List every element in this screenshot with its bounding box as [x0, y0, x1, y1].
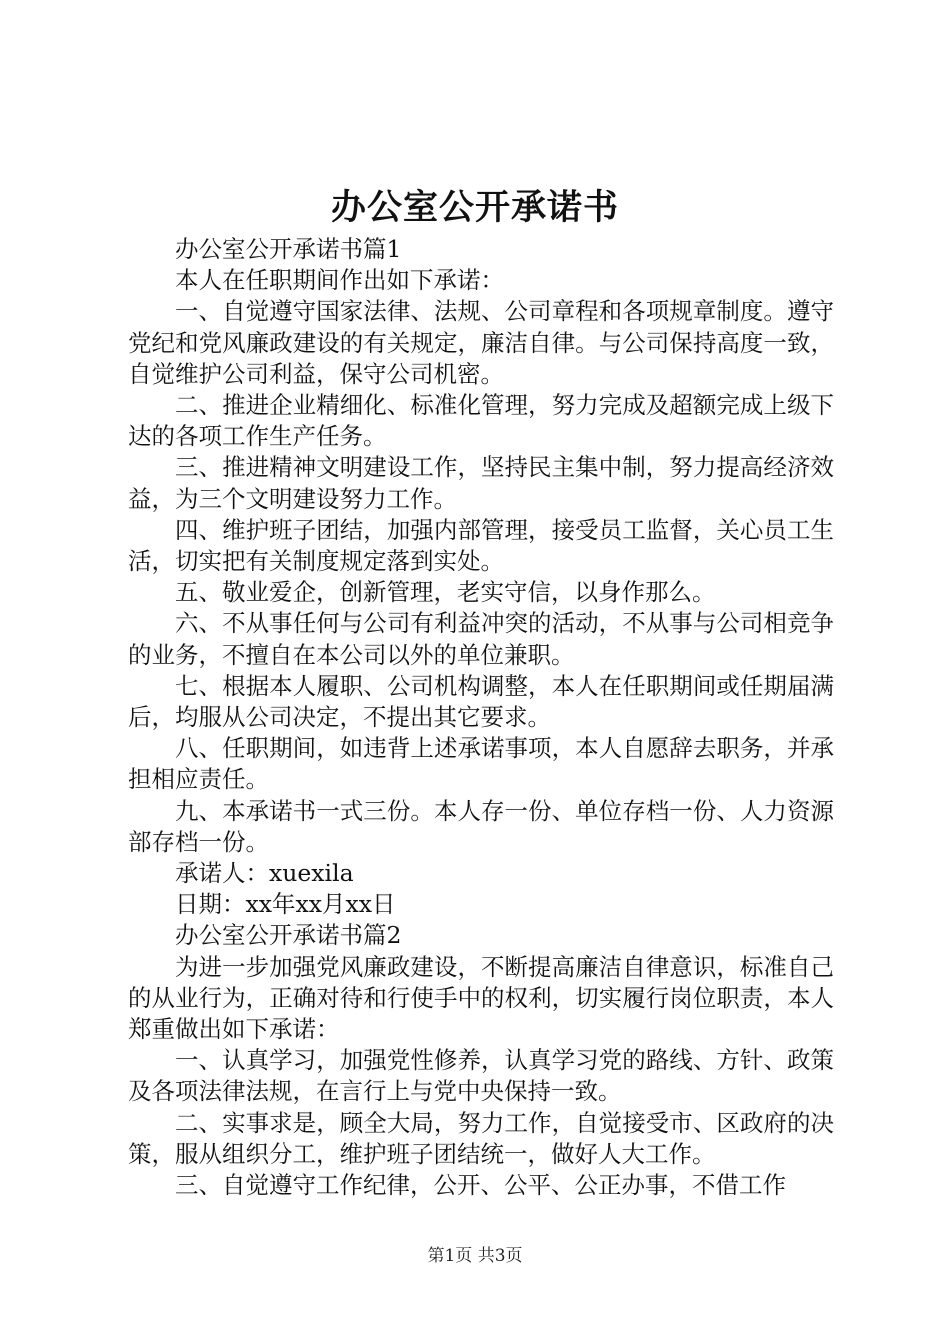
- page-footer: 第1页 共3页: [427, 1246, 523, 1266]
- paragraph: 三、推进精神文明建设工作，坚持民主集中制，努力提高经济效益，为三个文明建设努力工作。: [128, 453, 834, 513]
- date-line: 日期：xx年xx月xx日: [175, 890, 396, 919]
- paragraph: 七、根据本人履职、公司机构调整，本人在任职期间或任期届满后，均服从公司决定，不提出其它要求。: [128, 671, 834, 732]
- paragraph: 二、推进企业精细化、标准化管理，努力完成及超额完成上级下达的各项工作生产任务。: [128, 391, 834, 451]
- document-body: [128, 234, 834, 1201]
- paragraph: 一、认真学习，加强党性修养，认真学习党的路线、方针、政策及各项法律法规，在言行上与党中央保持一致。: [128, 1046, 834, 1106]
- paragraph: 一、自觉遵守国家法律、法规、公司章程和各项规章制度。遵守党纪和党风廉政建设的有关规定，廉洁自律。与公司保持高度一致，自觉维护公司利益，保守公司机密。: [128, 297, 834, 388]
- document-title: 办公室公开承诺书: [330, 187, 619, 228]
- paragraph: 办公室公开承诺书篇1: [175, 235, 402, 263]
- paragraph: 二、实事求是，顾全大局，努力工作，自觉接受市、区政府的决策，服从组织分工，维护班子团结统一，做好人大工作。: [128, 1108, 834, 1168]
- section-heading: 办公室公开承诺书篇2: [175, 921, 402, 950]
- paragraph: 五、敬业爱企，创新管理，老实守信，以身作那么。: [175, 578, 716, 607]
- paragraph: 为进一步加强党风廉政建设，不断提高廉洁自律意识，标准自己的从业行为，正确对待和行使手中的权利，切实履行岗位职责，本人郑重做出如下承诺：: [128, 952, 834, 1044]
- paragraph: 三、自觉遵守工作纪律，公开、公平、公正办事，不借工作: [175, 1171, 786, 1200]
- paragraph: 四、维护班子团结，加强内部管理，接受员工监督，关心员工生活，切实把有关制度规定落到实处。: [128, 515, 834, 576]
- paragraph: 六、不从事任何与公司有利益冲突的活动，不从事与公司相竞争的业务，不擅自在本公司以外的单位兼职。: [128, 609, 834, 669]
- signatory-line: 承诺人：xuexila: [175, 859, 354, 888]
- paragraph: 九、本承诺书一式三份。本人存一份、单位存档一份、人力资源部存档一份。: [128, 796, 834, 856]
- paragraph: 本人在任职期间作出如下承诺：: [175, 266, 504, 295]
- paragraph: 八、任职期间，如违背上述承诺事项，本人自愿辞去职务，并承担相应责任。: [128, 734, 834, 794]
